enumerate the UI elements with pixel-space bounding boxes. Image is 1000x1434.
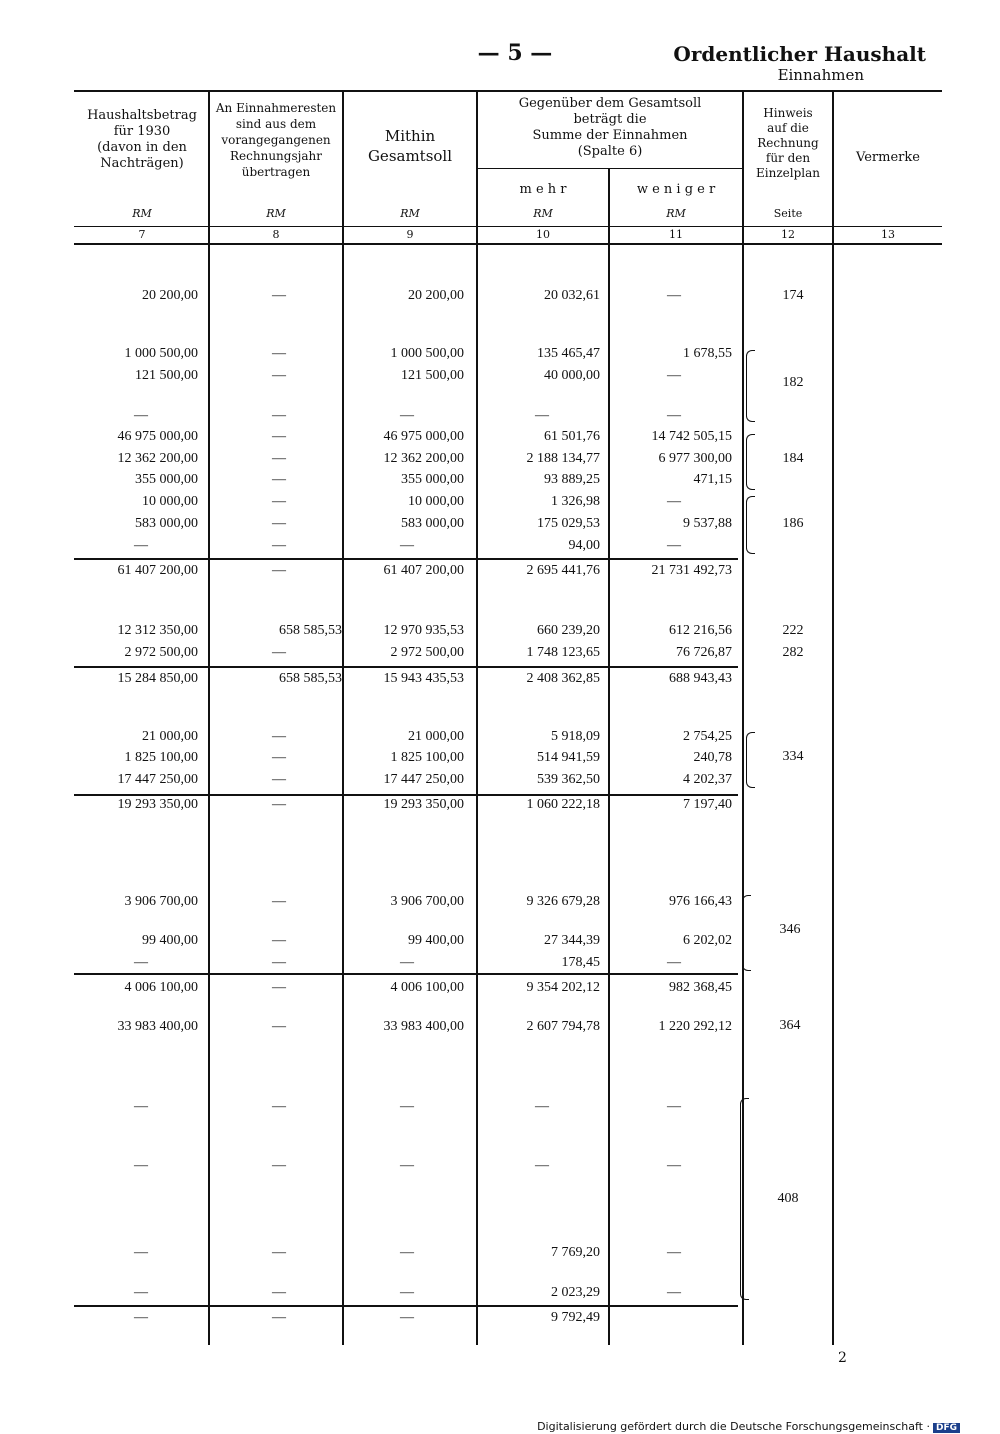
table-cell: 14 742 505,15 [651, 429, 732, 444]
table-cell: — [667, 408, 681, 423]
table-cell: — [400, 538, 414, 553]
table-cell: — [272, 955, 286, 970]
table-cell: 76 726,87 [676, 645, 732, 660]
page-ref: 184 [782, 451, 804, 466]
table-cell: 658 585,53 [279, 671, 342, 686]
table-cell: 99 400,00 [142, 933, 198, 948]
table-cell: 1 825 100,00 [124, 750, 198, 765]
table-cell: — [667, 538, 681, 553]
table-cell: 1 000 500,00 [390, 346, 464, 361]
table-cell: — [272, 894, 286, 909]
table-cell: — [272, 750, 286, 765]
table-cell: 688 943,43 [669, 671, 732, 686]
table-cell: 21 000,00 [408, 729, 464, 744]
table-cell: — [272, 472, 286, 487]
group-brace [746, 496, 755, 554]
table-cell: — [667, 1285, 681, 1300]
table-cell: 3 906 700,00 [124, 894, 198, 909]
table-cell: — [400, 1158, 414, 1173]
col-rule-7-8 [208, 90, 210, 1345]
page-ref: 282 [782, 645, 804, 660]
table-cell: 12 362 200,00 [117, 451, 198, 466]
table-cell: 240,78 [693, 750, 732, 765]
table-cell: 10 000,00 [142, 494, 198, 509]
table-cell: — [667, 1245, 681, 1260]
subtotal-rule-4 [74, 973, 738, 975]
table-cell: 660 239,20 [537, 623, 600, 638]
table-cell: — [667, 494, 681, 509]
table-cell: — [400, 1099, 414, 1114]
col-rule-8-9 [342, 90, 344, 1345]
table-cell: — [272, 1158, 286, 1173]
table-cell: 471,15 [693, 472, 732, 487]
table-cell: 40 000,00 [544, 368, 600, 383]
table-cell: 539 362,50 [537, 772, 600, 787]
bottom-number: 2 [838, 1350, 847, 1366]
table-cell: 121 500,00 [135, 368, 198, 383]
table-cell: — [272, 645, 286, 660]
table-cell: 1 678,55 [683, 346, 732, 361]
table-cell: — [272, 494, 286, 509]
table-cell: — [272, 772, 286, 787]
page-number: — 5 — [477, 40, 553, 66]
unit-col-9: RM [400, 207, 420, 220]
table-cell: — [667, 288, 681, 303]
subtotal-rule-5 [74, 1305, 738, 1307]
table-cell: 46 975 000,00 [383, 429, 464, 444]
group-brace [746, 434, 755, 490]
page-ref: 346 [779, 922, 801, 937]
table-cell: 178,45 [561, 955, 600, 970]
table-cell: 9 537,88 [683, 516, 732, 531]
table-cell: 976 166,43 [669, 894, 732, 909]
group-brace [740, 1098, 749, 1300]
table-cell: 19 293 350,00 [383, 797, 464, 812]
table-cell: 583 000,00 [401, 516, 464, 531]
table-cell: 175 029,53 [537, 516, 600, 531]
table-cell: 1 000 500,00 [124, 346, 198, 361]
table-cell: 6 202,02 [683, 933, 732, 948]
unit-col-12: Seite [773, 207, 803, 220]
table-cell: — [272, 368, 286, 383]
table-cell: 583 000,00 [135, 516, 198, 531]
table-cell: 12 312 350,00 [117, 623, 198, 638]
table-cell: 612 216,56 [669, 623, 732, 638]
table-cell: — [272, 797, 286, 812]
colnum-8: 8 [272, 228, 280, 241]
table-cell: — [134, 1245, 148, 1260]
table-cell: — [272, 1019, 286, 1034]
table-cell: — [272, 729, 286, 744]
table-cell: 2 607 794,78 [526, 1019, 600, 1034]
page-ref: 364 [779, 1018, 801, 1033]
table-cell: — [134, 1099, 148, 1114]
group-brace [746, 350, 755, 422]
table-cell: — [272, 1310, 286, 1325]
table-cell: 4 006 100,00 [124, 980, 198, 995]
col-rule-9-10 [476, 90, 478, 1345]
table-cell: 658 585,53 [279, 623, 342, 638]
table-cell: 12 362 200,00 [383, 451, 464, 466]
table-cell: 2 754,25 [683, 729, 732, 744]
table-cell: 3 906 700,00 [390, 894, 464, 909]
table-cell: 2 408 362,85 [526, 671, 600, 686]
table-cell: 94,00 [568, 538, 600, 553]
footer-label: Digitalisierung gefördert durch die Deutsche Forschungsgemeinschaft · [537, 1420, 930, 1433]
table-cell: 61 501,76 [544, 429, 600, 444]
table-cell: 99 400,00 [408, 933, 464, 948]
table-cell: — [134, 1158, 148, 1173]
table-cell: 61 407 200,00 [117, 563, 198, 578]
table-cell: 2 972 500,00 [390, 645, 464, 660]
table-cell: 17 447 250,00 [117, 772, 198, 787]
units-rule [74, 226, 942, 227]
header-col-7: Haushaltsbetrag für 1930 (davon in den Nachträgen) [87, 108, 197, 171]
page-title: Ordentlicher Haushalt [673, 42, 926, 66]
page-ref: 182 [782, 375, 804, 390]
dfg-logo: DFG [933, 1423, 960, 1433]
colnum-9: 9 [406, 228, 414, 241]
table-cell: 1 060 222,18 [526, 797, 600, 812]
table-cell: 20 200,00 [142, 288, 198, 303]
unit-col-7: RM [132, 207, 152, 220]
table-cell: — [535, 408, 549, 423]
page-subtitle: Einnahmen [777, 66, 864, 84]
table-cell: — [400, 1285, 414, 1300]
table-cell: 10 000,00 [408, 494, 464, 509]
table-cell: — [667, 1099, 681, 1114]
header-col-13: Vermerke [856, 150, 920, 165]
colnum-12: 12 [781, 228, 795, 241]
header-col-9: Mithin Gesamtsoll [367, 127, 453, 165]
colnum-11: 11 [669, 228, 683, 241]
table-cell: — [272, 408, 286, 423]
table-cell: 21 000,00 [142, 729, 198, 744]
table-cell: — [272, 516, 286, 531]
table-cell: 7 197,40 [683, 797, 732, 812]
table-cell: 355 000,00 [401, 472, 464, 487]
table-cell: — [272, 346, 286, 361]
table-cell: 6 977 300,00 [658, 451, 732, 466]
colnum-7: 7 [138, 228, 146, 241]
table-cell: 1 825 100,00 [390, 750, 464, 765]
table-cell: — [535, 1158, 549, 1173]
header-bottom-rule [74, 243, 942, 245]
footer-text [537, 1420, 960, 1433]
table-cell: 514 941,59 [537, 750, 600, 765]
table-cell: — [400, 1310, 414, 1325]
header-col-10: m e h r [519, 182, 567, 197]
table-cell: 21 731 492,73 [651, 563, 732, 578]
table-cell: 15 943 435,53 [383, 671, 464, 686]
table-cell: — [667, 955, 681, 970]
header-split-rule [478, 168, 744, 169]
table-cell: 2 188 134,77 [526, 451, 600, 466]
table-cell: — [535, 1099, 549, 1114]
table-cell: 33 983 400,00 [383, 1019, 464, 1034]
header-top-rule [74, 90, 942, 92]
page-ref: 334 [782, 749, 804, 764]
colnum-13: 13 [881, 228, 895, 241]
table-cell: 27 344,39 [544, 933, 600, 948]
table-cell: 5 918,09 [551, 729, 600, 744]
table-cell: 355 000,00 [135, 472, 198, 487]
table-cell: 4 006 100,00 [390, 980, 464, 995]
table-cell: — [134, 1310, 148, 1325]
table-cell: 2 023,29 [551, 1285, 600, 1300]
table-cell: — [272, 563, 286, 578]
page-ref: 222 [782, 623, 804, 638]
table-cell: 1 748 123,65 [526, 645, 600, 660]
table-cell: — [667, 368, 681, 383]
table-cell: — [134, 408, 148, 423]
table-cell: — [272, 933, 286, 948]
table-cell: — [272, 429, 286, 444]
table-cell: 93 889,25 [544, 472, 600, 487]
table-cell: — [400, 955, 414, 970]
page-ref: 174 [782, 288, 804, 303]
table-cell: 135 465,47 [537, 346, 600, 361]
table-cell: 9 326 679,28 [526, 894, 600, 909]
table-cell: 9 354 202,12 [526, 980, 600, 995]
unit-col-8: RM [266, 207, 286, 220]
col-rule-12-13 [832, 90, 834, 1345]
table-cell: — [272, 288, 286, 303]
table-cell: 61 407 200,00 [383, 563, 464, 578]
table-cell: — [400, 408, 414, 423]
table-cell: 33 983 400,00 [117, 1019, 198, 1034]
page-ref: 408 [777, 1191, 799, 1206]
table-cell: — [134, 955, 148, 970]
header-col-11: w e n i g e r [636, 182, 716, 197]
colnum-10: 10 [536, 228, 550, 241]
table-cell: 4 202,37 [683, 772, 732, 787]
table-cell: — [134, 538, 148, 553]
table-cell: — [400, 1245, 414, 1260]
table-cell: 19 293 350,00 [117, 797, 198, 812]
table-cell: — [272, 1099, 286, 1114]
table-cell: — [134, 1285, 148, 1300]
subtotal-rule-1 [74, 558, 738, 560]
table-cell: 15 284 850,00 [117, 671, 198, 686]
header-col-8: An Einnahmeresten sind aus dem vorangegangenen Rechnungsjahr übertragen [215, 101, 337, 179]
page-ref: 186 [782, 516, 804, 531]
table-cell: 1 220 292,12 [658, 1019, 732, 1034]
table-cell: 982 368,45 [669, 980, 732, 995]
subtotal-rule-3 [74, 794, 738, 796]
header-col-10-11: Gegenüber dem Gesamtsoll beträgt die Summe der Einnahmen (Spalte 6) [518, 96, 702, 159]
table-cell: 7 769,20 [551, 1245, 600, 1260]
table-cell: — [272, 1245, 286, 1260]
table-cell: 2 972 500,00 [124, 645, 198, 660]
table-cell: — [272, 451, 286, 466]
table-cell: — [272, 980, 286, 995]
table-cell: — [272, 1285, 286, 1300]
unit-col-11: RM [666, 207, 686, 220]
group-brace [742, 895, 751, 971]
subtotal-rule-2 [74, 666, 738, 668]
unit-col-10: RM [533, 207, 553, 220]
table-cell: 9 792,49 [551, 1310, 600, 1325]
table-cell: 1 326,98 [551, 494, 600, 509]
table-cell: 17 447 250,00 [383, 772, 464, 787]
table-cell: 46 975 000,00 [117, 429, 198, 444]
table-cell: — [272, 538, 286, 553]
table-cell: 12 970 935,53 [383, 623, 464, 638]
table-cell: 20 200,00 [408, 288, 464, 303]
table-cell: 2 695 441,76 [526, 563, 600, 578]
header-col-12: Hinweis auf die Rechnung für den Einzelplan [756, 106, 820, 180]
table-cell: — [667, 1158, 681, 1173]
group-brace [746, 732, 755, 788]
table-cell: 121 500,00 [401, 368, 464, 383]
table-cell: 20 032,61 [544, 288, 600, 303]
